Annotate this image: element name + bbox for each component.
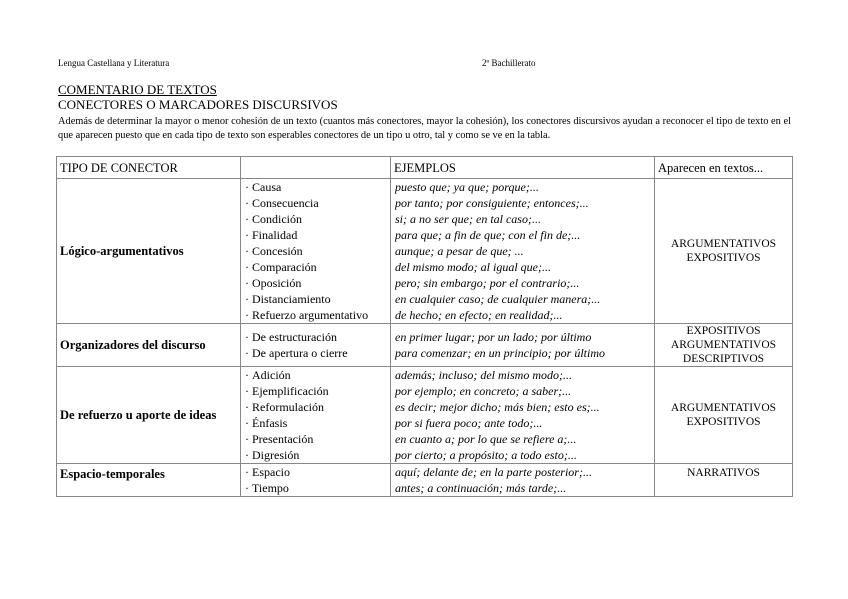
- text-type-item: ARGUMENTATIVOS: [670, 402, 777, 414]
- example-item: para que; a fin de que; con el fin de;...: [395, 228, 581, 242]
- connector-type: Espacio-temporales: [57, 464, 241, 497]
- example-item: si; a no ser que; en tal caso;...: [395, 212, 541, 226]
- subtype-item: · Refuerzo argumentativo: [245, 308, 369, 322]
- header-subtype: [241, 157, 391, 179]
- text-type-item: ARGUMENTATIVOS: [670, 339, 777, 351]
- subtype-item: · Finalidad: [245, 228, 298, 242]
- table-row: [57, 464, 793, 497]
- subtype-item: · Comparación: [245, 260, 317, 274]
- example-item: del mismo modo; al igual que;...: [395, 260, 551, 274]
- subtype-item: · Causa: [245, 180, 282, 194]
- example-list: [391, 367, 655, 464]
- table-row: [57, 367, 793, 464]
- example-list: [391, 464, 655, 497]
- text-type-item: NARRATIVOS: [687, 467, 760, 479]
- text-type-item: DESCRIPTIVOS: [682, 353, 765, 365]
- example-item: por cierto; a propósito; a todo esto;...: [395, 448, 577, 462]
- example-item: es decir; mejor dicho; más bien; esto es;...: [395, 400, 600, 414]
- example-item: aquí; delante de; en la parte posterior;...: [395, 465, 592, 479]
- subtype-item: · Oposición: [245, 276, 302, 290]
- text-types: [655, 367, 793, 464]
- example-item: en cuanto a; por lo que se refiere a;...: [395, 432, 577, 446]
- example-item: en cualquier caso; de cualquier manera;...: [395, 292, 601, 306]
- subtype-item: · Digresión: [245, 448, 300, 462]
- text-types: [655, 179, 793, 324]
- subtype-item: · Adición: [245, 368, 291, 382]
- subtype-item: · Distanciamiento: [245, 292, 331, 306]
- document-subtitle: CONECTORES O MARCADORES DISCURSIVOS: [58, 97, 338, 112]
- subtype-item: · Presentación: [245, 432, 314, 446]
- subtype-item: · Condición: [245, 212, 302, 226]
- connector-type: De refuerzo u aporte de ideas: [57, 367, 241, 464]
- example-item: por tanto; por consiguiente; entonces;...: [395, 196, 589, 210]
- example-list: [391, 179, 655, 324]
- text-type-item: EXPOSITIVOS: [686, 325, 761, 337]
- table-row: [57, 324, 793, 367]
- subtype-item: · De estructuración: [245, 330, 337, 344]
- header-subject: Lengua Castellana y Literatura: [58, 58, 170, 68]
- text-types: [655, 324, 793, 367]
- example-item: de hecho; en efecto; en realidad;...: [395, 308, 563, 322]
- example-item: por si fuera poco; ante todo;...: [395, 416, 543, 430]
- example-item: por ejemplo; en concreto; a saber;...: [395, 384, 572, 398]
- example-item: para comenzar; en un principio; por último: [395, 346, 605, 360]
- subtype-item: · Énfasis: [245, 416, 288, 430]
- subtype-item: · Reformulación: [245, 400, 324, 414]
- header-examples: EJEMPLOS: [391, 157, 655, 179]
- text-type-item: ARGUMENTATIVOS: [670, 238, 777, 250]
- text-type-item: EXPOSITIVOS: [686, 416, 761, 428]
- subtype-item: · Ejemplificación: [245, 384, 329, 398]
- example-item: además; incluso; del mismo modo;...: [395, 368, 572, 382]
- connectors-table: [56, 156, 793, 497]
- example-item: antes; a continuación; más tarde;...: [395, 481, 567, 495]
- header-texts: Aparecen en textos...: [655, 157, 793, 179]
- subtype-item: · Tiempo: [245, 481, 289, 495]
- example-list: [391, 324, 655, 367]
- subtype-list: [241, 464, 391, 497]
- example-item: pero; sin embargo; por el contrario;...: [395, 276, 580, 290]
- table-header-row: [57, 157, 793, 179]
- subtype-list: [241, 367, 391, 464]
- example-item: puesto que; ya que; porque;...: [395, 180, 539, 194]
- subtype-list: [241, 179, 391, 324]
- header-type: TIPO DE CONECTOR: [57, 157, 241, 179]
- table-row: [57, 179, 793, 324]
- subtype-list: [241, 324, 391, 367]
- text-type-item: EXPOSITIVOS: [686, 252, 761, 264]
- example-item: en primer lugar; por un lado; por último: [395, 330, 592, 344]
- connector-type: Organizadores del discurso: [57, 324, 241, 367]
- subtype-item: · Concesión: [245, 244, 303, 258]
- subtype-item: · Espacio: [245, 465, 290, 479]
- example-item: aunque; a pesar de que; ...: [395, 244, 524, 258]
- intro-paragraph: Además de determinar la mayor o menor cohesión de un texto (cuantos más conectores, mayor la cohesión), los conectores discursivos ayudan a reconocer el tipo de texto en el que aparecen puesto que en cada tipo de texto son esperables conectores de un tipo u otro, tal y como se ve en la tabla.: [58, 116, 791, 141]
- text-types: [655, 464, 793, 497]
- document-title: COMENTARIO DE TEXTOS: [58, 82, 217, 97]
- connector-type: Lógico-argumentativos: [57, 179, 241, 324]
- subtype-item: · Consecuencia: [245, 196, 319, 210]
- header-course: 2º Bachillerato: [482, 58, 536, 68]
- subtype-item: · De apertura o cierre: [245, 346, 348, 360]
